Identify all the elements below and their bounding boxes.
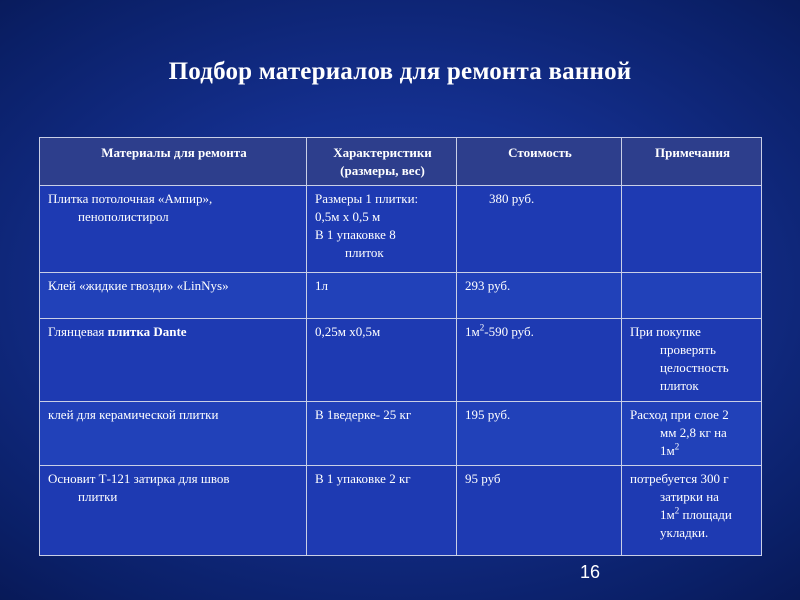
note-cell [622,273,762,319]
material-text: Основит Т-121 затирка для швов [48,471,230,486]
header-materials: Материалы для ремонта [40,138,307,186]
table-row [40,466,762,556]
table-row [40,273,762,319]
slide-title: Подбор материалов для ремонта ванной [168,58,632,85]
price-prefix: 1м [465,324,480,339]
note-cell [622,186,762,273]
spec-text: В 1 упаковке 8 [315,227,396,242]
spec-cell [307,273,457,319]
page-number: 16 [580,562,601,582]
spec-text: 1л [315,278,328,293]
header-characteristics: Характеристики (размеры, вес) [307,138,457,186]
material-text: пенополистирол [78,209,169,224]
material-cell [40,186,307,273]
note-text: потребуется 300 г [630,471,729,486]
note-text: целостность [660,360,729,375]
note-cell [622,402,762,466]
spec-cell [307,466,457,556]
price-cell [457,273,622,319]
header-cost: Стоимость [457,138,622,186]
material-text [48,323,300,341]
materials-table [39,137,762,556]
note-prefix: 1м [660,507,675,522]
note-cell [622,466,762,556]
note-text: затирки на [660,489,719,504]
spec-text: 0,5м х 0,5 м [315,209,381,224]
spec-text: Размеры 1 плитки: [315,191,419,206]
price-text: 380 руб. [489,191,535,206]
note-text: Расход при слое 2 [630,407,729,422]
note-text: плиток [660,378,699,393]
material-cell [40,402,307,466]
price-text [465,323,615,341]
spec-text: В 1 упаковке 2 кг [315,471,411,486]
table-row [40,186,762,273]
spec-cell [307,319,457,402]
material-text: Плитка потолочная «Ампир», [48,191,213,206]
material-cell [40,466,307,556]
material-cell [40,273,307,319]
spec-cell [307,402,457,466]
spec-text: 0,25м х0,5м [315,324,381,339]
price-cell [457,319,622,402]
price-text: 195 руб. [465,407,511,422]
table-header-row [40,138,762,186]
note-text: проверять [660,342,716,357]
note-sup: 2 [674,441,680,452]
material-prefix: Глянцевая [48,324,105,339]
note-text: При покупке [630,324,701,339]
material-cell [40,319,307,402]
material-text: Клей «жидкие гвозди» «LinNys» [48,278,229,293]
material-text: плитки [78,489,118,504]
note-suffix: площади [679,507,732,522]
price-cell [457,466,622,556]
note-prefix: 1м [660,443,675,458]
spec-text: В 1ведерке- 25 кг [315,407,412,422]
note-text: мм 2,8 кг на [660,425,727,440]
note-text [630,506,755,524]
price-text: 95 руб [465,471,501,486]
table-row [40,402,762,466]
price-cell [457,402,622,466]
header-notes: Примечания [622,138,762,186]
note-sup: 2 [674,505,680,516]
price-cell [457,186,622,273]
spec-cell [307,186,457,273]
material-bold: плитка Dante [107,324,187,339]
note-text: укладки. [660,525,709,540]
note-text [630,442,755,460]
spec-text: плиток [345,245,384,260]
table-row [40,319,762,402]
note-cell [622,319,762,402]
price-text: 293 руб. [465,278,511,293]
price-sup: 2 [479,322,485,333]
material-text: клей для керамической плитки [48,407,219,422]
price-suffix: -590 руб. [484,324,534,339]
